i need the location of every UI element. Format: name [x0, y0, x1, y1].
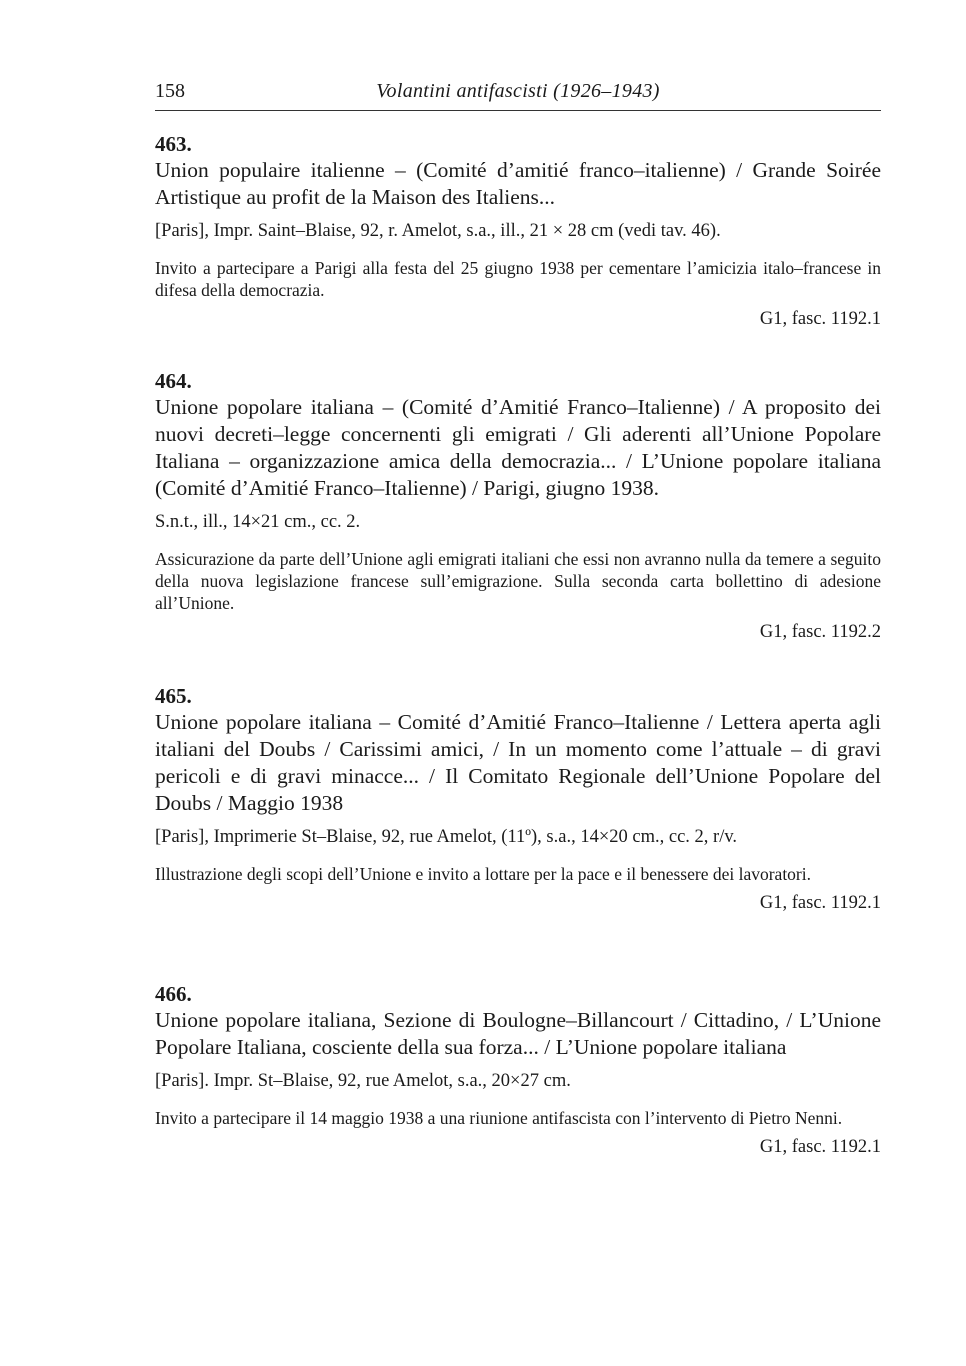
catalog-entry [155, 683, 881, 915]
entry-number: 465. [155, 684, 192, 708]
catalog-entry [155, 368, 881, 644]
entry-location: G1, fasc. 1192.1 [759, 309, 881, 329]
catalog-entry [155, 131, 881, 331]
entry-imprint: S.n.t., ill., 14×21 cm., cc. 2. [155, 512, 361, 532]
page-number: 158 [155, 80, 185, 102]
entry-title: Unione popolare italiana – Comité d’Amitié Franco–Italienne / Lettera aperta agli italiani del Doubs / Carissimi amici, / In un momento come l’attuale – di gravi pericoli e di gravi minacce... / Il Comitato Regionale dell’Unione Popolare del Doubs / Maggio 1938 [155, 710, 881, 815]
entry-title: Union populaire italienne – (Comité d’amitié franco–italienne) / Grande Soirée Artistique au profit de la Maison des Italiens... [155, 158, 881, 209]
entry-number: 466. [155, 982, 192, 1006]
running-title: Volantini antifascisti (1926–1943) [376, 80, 660, 102]
entry-title: Unione popolare italiana, Sezione di Boulogne–Billancourt / Cittadino, / L’Unione Popolare Italiana, cosciente della sua forza... / L’Unione popolare italiana [155, 1008, 881, 1059]
entry-number: 463. [155, 132, 192, 156]
entry-location: G1, fasc. 1192.1 [759, 893, 881, 913]
entry-location: G1, fasc. 1192.1 [759, 1137, 881, 1157]
entry-description: Illustrazione degli scopi dell’Unione e invito a lottare per la pace e il benessere dei lavoratori. [155, 864, 811, 884]
entry-imprint: [Paris]. Impr. St–Blaise, 92, rue Amelot, s.a., 20×27 cm. [155, 1071, 571, 1091]
running-head [155, 80, 881, 111]
entry-title: Unione popolare italiana – (Comité d’Amitié Franco–Italienne) / A proposito dei nuovi decreti–legge concernenti gli emigrati / Gli aderenti all’Unione Popolare Italiana – organizzazione amica della democrazia... / L’Unione popolare italiana (Comité d’Amitié Franco–Italienne) / Parigi, giugno 1938. [155, 395, 881, 500]
entry-description: Invito a partecipare a Parigi alla festa del 25 giugno 1938 per cementare l’amicizia italo–francese in difesa della democrazia. [155, 258, 881, 300]
entry-imprint: [Paris], Imprimerie St–Blaise, 92, rue Amelot, (11º), s.a., 14×20 cm., cc. 2, r/v. [155, 827, 738, 847]
entry-description: Assicurazione da parte dell’Unione agli emigrati italiani che essi non avranno nulla da temere a seguito della nuova legislazione francese sull’emigrazione. Sulla seconda carta bollettino di adesione all’Unione. [155, 549, 881, 613]
entry-location: G1, fasc. 1192.2 [759, 622, 881, 642]
entry-description: Invito a partecipare il 14 maggio 1938 a una riunione antifascista con l’intervento di Pietro Nenni. [155, 1108, 843, 1128]
entry-imprint: [Paris], Impr. Saint–Blaise, 92, r. Amelot, s.a., ill., 21 × 28 cm (vedi tav. 46). [155, 221, 721, 241]
catalog-entry [155, 981, 881, 1159]
entry-number: 464. [155, 369, 192, 393]
